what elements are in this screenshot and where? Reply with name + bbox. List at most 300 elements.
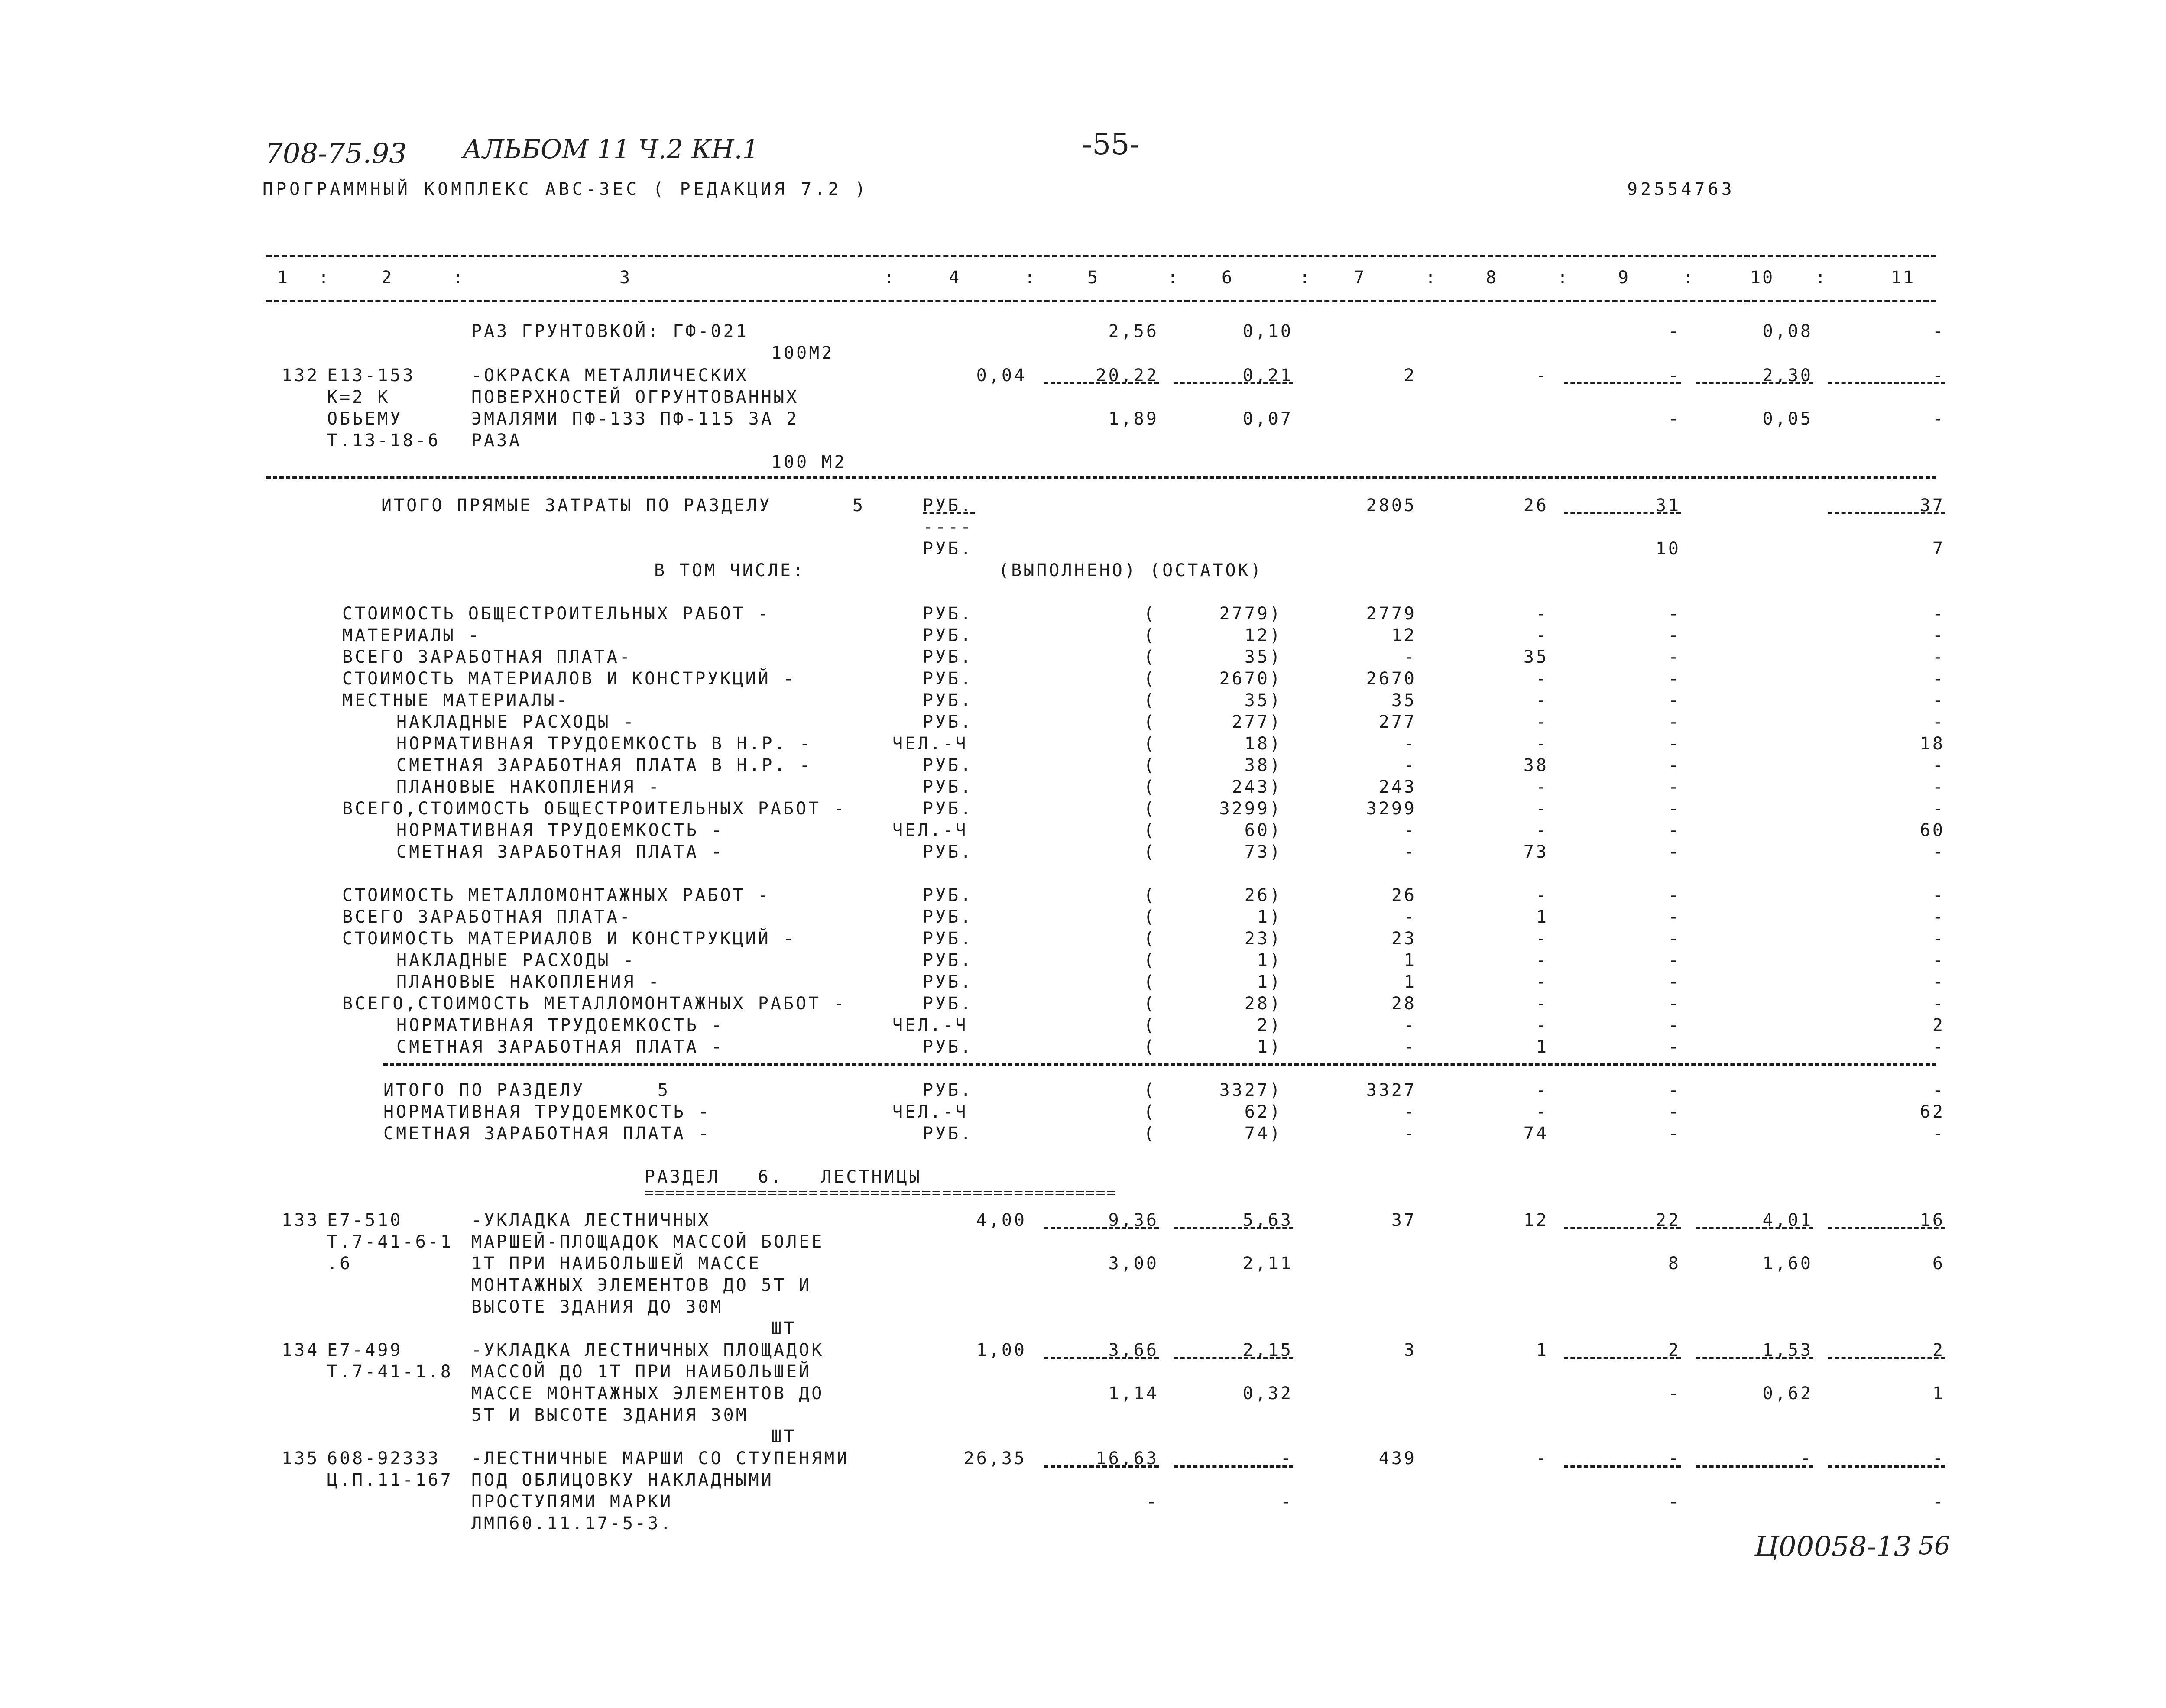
value-c8: 26 — [1523, 496, 1549, 515]
value-c11: - — [1932, 690, 1945, 710]
remaining-value: 18) — [1244, 734, 1282, 754]
work-description: 5Т И ВЫСОТЕ ЗДАНИЯ 30М — [471, 1405, 749, 1425]
cost-item-label: НОРМАТИВНАЯ ТРУДОЕМКОСТЬ - — [396, 820, 724, 840]
value-c8: - — [1536, 820, 1549, 840]
value-c11: - — [1932, 669, 1945, 689]
cost-item-label: МАТЕРИАЛЫ - — [342, 626, 481, 645]
value-c11: 7 — [1932, 539, 1945, 559]
value-c9: - — [1668, 1102, 1681, 1122]
unit: РУБ. — [923, 712, 973, 732]
open-paren: ( — [1144, 604, 1157, 624]
unit: ЧЕЛ.-Ч — [892, 1102, 968, 1122]
value-c7: 2 — [1404, 366, 1417, 386]
value-c11: - — [1932, 321, 1945, 341]
page-number: -55- — [1082, 127, 1140, 162]
value-c11: 62 — [1920, 1102, 1945, 1122]
value-c7: - — [1404, 1037, 1417, 1057]
value-c9: 8 — [1668, 1254, 1681, 1274]
value-c9: - — [1668, 994, 1681, 1014]
open-paren: ( — [1144, 755, 1157, 775]
value-c7: 23 — [1391, 929, 1417, 949]
value-c7: - — [1404, 755, 1417, 775]
work-description: 1Т ПРИ НАИБОЛЬШЕЙ МАССЕ — [471, 1254, 761, 1274]
value-c10: - — [1800, 1449, 1813, 1468]
unit: РУБ. — [923, 690, 973, 710]
cost-item-label: НОРМАТИВНАЯ ТРУДОЕМКОСТЬ В Н.Р. - — [396, 734, 812, 754]
value-c7: 1 — [1404, 950, 1417, 970]
value-c7: 3327 — [1366, 1080, 1417, 1100]
remaining-value: 2) — [1257, 1015, 1282, 1035]
value-c6: 0,07 — [1242, 409, 1293, 429]
value-c6: 2,11 — [1242, 1254, 1293, 1274]
total-label: ИТОГО ПРЯМЫЕ ЗАТРАТЫ ПО РАЗДЕЛУ — [381, 496, 772, 515]
remaining-value: 2670) — [1219, 669, 1282, 689]
section-total-label: ИТОГО ПО РАЗДЕЛУ — [383, 1080, 585, 1100]
remaining-value: 74) — [1244, 1124, 1282, 1144]
value-c10: 0,05 — [1762, 409, 1813, 429]
program-line: ПРОГРАММНЫЙ КОМПЛЕКС АВС-3ЕС ( РЕДАКЦИЯ 7.2 ) — [263, 179, 869, 199]
section-number: 5 — [658, 1080, 671, 1100]
work-description: ПОВЕРХНОСТЕЙ ОГРУНТОВАННЫХ — [471, 387, 799, 407]
value-c5: - — [1146, 1492, 1159, 1512]
work-description: ПРОСТУПЯМИ МАРКИ — [471, 1492, 673, 1512]
remaining-value: 23) — [1244, 929, 1282, 949]
value-c7: - — [1404, 820, 1417, 840]
open-paren: ( — [1144, 669, 1157, 689]
open-paren: ( — [1144, 1037, 1157, 1057]
value-c8: - — [1536, 950, 1549, 970]
value-c9: - — [1668, 950, 1681, 970]
cost-item-label: ВСЕГО ЗАРАБОТНАЯ ПЛАТА- — [342, 907, 632, 927]
price-code: Т.13-18-6 — [327, 431, 441, 450]
value-c8: - — [1536, 994, 1549, 1014]
remaining-value: 3327) — [1219, 1080, 1282, 1100]
value-c9: - — [1668, 885, 1681, 905]
value-c8: - — [1536, 626, 1549, 645]
value-c11: 60 — [1920, 820, 1945, 840]
handwritten-page-number: 56 — [1918, 1531, 1950, 1560]
value-c11: - — [1932, 777, 1945, 797]
value-c9: - — [1668, 972, 1681, 992]
work-description: МАССЕ МОНТАЖНЫХ ЭЛЕМЕНТОВ ДО — [471, 1384, 824, 1403]
value-c4: 26,35 — [963, 1449, 1027, 1468]
section-total-label: НОРМАТИВНАЯ ТРУДОЕМКОСТЬ - — [383, 1102, 711, 1122]
value-c9: - — [1668, 1384, 1681, 1403]
cost-item-label: ВСЕГО,СТОИМОСТЬ МЕТАЛЛОМОНТАЖНЫХ РАБОТ - — [342, 994, 846, 1014]
value-c9: - — [1668, 755, 1681, 775]
remaining-value: 1) — [1257, 950, 1282, 970]
remaining-value: 1) — [1257, 972, 1282, 992]
value-c11: - — [1932, 950, 1945, 970]
open-paren: ( — [1144, 1080, 1157, 1100]
unit: РУБ. — [923, 626, 973, 645]
value-c8: - — [1536, 799, 1549, 819]
value-c11: - — [1932, 1080, 1945, 1100]
value-c9: - — [1668, 1015, 1681, 1035]
unit: РУБ. — [923, 799, 973, 819]
value-c7: 439 — [1378, 1449, 1417, 1468]
item-number: 133 — [282, 1210, 320, 1230]
price-code: Е7-499 — [327, 1340, 403, 1360]
value-c6: 2,15 — [1242, 1340, 1293, 1360]
value-c11: - — [1932, 712, 1945, 732]
handwritten-album-label: АЛЬБОМ 11 Ч.2 КН.1 — [463, 134, 759, 165]
unit: РУБ. — [923, 496, 973, 515]
column-separator: : — [318, 268, 331, 288]
value-c6: 0,21 — [1242, 366, 1293, 386]
open-paren: ( — [1144, 799, 1157, 819]
value-c5: 3,00 — [1108, 1254, 1159, 1274]
value-c10: 0,62 — [1762, 1384, 1813, 1403]
value-c11: - — [1932, 885, 1945, 905]
value-c6: 0,32 — [1242, 1384, 1293, 1403]
remaining-value: 35) — [1244, 647, 1282, 667]
value-c9: 10 — [1655, 539, 1681, 559]
work-description: ПОД ОБЛИЦОВКУ НАКЛАДНЫМИ — [471, 1470, 774, 1490]
value-c10: 1,53 — [1762, 1340, 1813, 1360]
column-header-1: 1 — [277, 268, 290, 288]
unit: РУБ. — [923, 669, 973, 689]
open-paren: ( — [1144, 929, 1157, 949]
value-c6: - — [1280, 1449, 1293, 1468]
remaining-value: 73) — [1244, 842, 1282, 862]
price-code: К=2 К — [327, 387, 390, 407]
value-c6: - — [1280, 1492, 1293, 1512]
value-c8: - — [1536, 929, 1549, 949]
value-c11: 37 — [1920, 496, 1945, 515]
value-c7: 2805 — [1366, 496, 1417, 515]
value-c7: - — [1404, 1015, 1417, 1035]
price-code: Е7-510 — [327, 1210, 403, 1230]
value-c11: 1 — [1932, 1384, 1945, 1403]
unit: ЧЕЛ.-Ч — [892, 1015, 968, 1035]
value-c11: - — [1932, 799, 1945, 819]
price-code: Т.7-41-1.8 — [327, 1362, 453, 1382]
document-code: 92554763 — [1627, 179, 1735, 199]
value-c7: 3299 — [1366, 799, 1417, 819]
open-paren: ( — [1144, 712, 1157, 732]
value-c4: 1,00 — [976, 1340, 1027, 1360]
value-c7: 2779 — [1366, 604, 1417, 624]
column-separator: : — [1557, 268, 1570, 288]
item-number: 134 — [282, 1340, 320, 1360]
value-c9: - — [1668, 842, 1681, 862]
unit: РУБ. — [923, 755, 973, 775]
value-c11: - — [1932, 929, 1945, 949]
value-c9: - — [1668, 690, 1681, 710]
value-c8: - — [1536, 1449, 1549, 1468]
price-code: .6 — [327, 1254, 353, 1274]
price-code: 608-92333 — [327, 1449, 441, 1468]
value-c9: - — [1668, 799, 1681, 819]
value-c11: 2 — [1932, 1340, 1945, 1360]
work-description: ЛМП60.11.17-5-3. — [471, 1514, 673, 1533]
unit: ЧЕЛ.-Ч — [892, 820, 968, 840]
value-c11: - — [1932, 972, 1945, 992]
value-c10: 4,01 — [1762, 1210, 1813, 1230]
value-c11: - — [1932, 647, 1945, 667]
column-separator: : — [884, 268, 896, 288]
unit: РУБ. — [923, 1080, 973, 1100]
unit: РУБ. — [923, 539, 973, 559]
value-c9: - — [1668, 1492, 1681, 1512]
open-paren: ( — [1144, 690, 1157, 710]
value-c9: - — [1668, 820, 1681, 840]
work-description: ЭМАЛЯМИ ПФ-133 ПФ-115 ЗА 2 — [471, 409, 799, 429]
value-c9: 22 — [1655, 1210, 1681, 1230]
value-c11: - — [1932, 626, 1945, 645]
remaining-value: 277) — [1232, 712, 1282, 732]
value-c9: 31 — [1655, 496, 1681, 515]
value-c9: - — [1668, 1080, 1681, 1100]
value-c11: 6 — [1932, 1254, 1945, 1274]
value-c4: 4,00 — [976, 1210, 1027, 1230]
work-description: МАССОЙ ДО 1Т ПРИ НАИБОЛЬШЕЙ — [471, 1362, 812, 1382]
cost-item-label: ПЛАНОВЫЕ НАКОПЛЕНИЯ - — [396, 972, 661, 992]
unit: РУБ. — [923, 907, 973, 927]
open-paren: ( — [1144, 907, 1157, 927]
value-c8: - — [1536, 1015, 1549, 1035]
value-c9: - — [1668, 604, 1681, 624]
price-code: Ц.П.11-167 — [327, 1470, 453, 1490]
value-c9: - — [1668, 777, 1681, 797]
section-title: РАЗДЕЛ 6. ЛЕСТНИЦЫ — [645, 1167, 922, 1187]
column-separator: : — [1683, 268, 1696, 288]
value-c9: - — [1668, 734, 1681, 754]
unit: РУБ. — [923, 972, 973, 992]
column-header-10: 10 — [1750, 268, 1775, 288]
value-c9: - — [1668, 409, 1681, 429]
work-description: -ЛЕСТНИЧНЫЕ МАРШИ СО СТУПЕНЯМИ — [471, 1449, 850, 1468]
value-c7: - — [1404, 1102, 1417, 1122]
unit-of-measure: ШТ — [771, 1319, 797, 1339]
open-paren: ( — [1144, 994, 1157, 1014]
remaining-value: 60) — [1244, 820, 1282, 840]
value-c11: 2 — [1932, 1015, 1945, 1035]
value-c11: - — [1932, 842, 1945, 862]
value-c8: 1 — [1536, 1037, 1549, 1057]
value-c11: - — [1932, 366, 1945, 386]
cost-item-label: МЕСТНЫЕ МАТЕРИАЛЫ- — [342, 690, 569, 710]
cost-item-label: СТОИМОСТЬ МЕТАЛЛОМОНТАЖНЫХ РАБОТ - — [342, 885, 771, 905]
value-c9: - — [1668, 907, 1681, 927]
value-c11: - — [1932, 409, 1945, 429]
handwritten-archive-code: Ц00058-13 — [1754, 1531, 1912, 1563]
value-c10: 0,08 — [1762, 321, 1813, 341]
cost-item-label: СМЕТНАЯ ЗАРАБОТНАЯ ПЛАТА - — [396, 842, 724, 862]
column-separator: : — [1425, 268, 1438, 288]
value-c8: - — [1536, 777, 1549, 797]
value-c8: 73 — [1523, 842, 1549, 862]
value-c8: 35 — [1523, 647, 1549, 667]
open-paren: ( — [1144, 972, 1157, 992]
value-c9: - — [1668, 929, 1681, 949]
value-c7: 277 — [1378, 712, 1417, 732]
column-separator: : — [1300, 268, 1312, 288]
value-c7: 28 — [1391, 994, 1417, 1014]
price-code: ОБЬЕМУ — [327, 409, 403, 429]
unit-of-measure: 100 М2 — [771, 452, 847, 472]
value-c7: 1 — [1404, 972, 1417, 992]
open-paren: ( — [1144, 1015, 1157, 1035]
section-total-label: СМЕТНАЯ ЗАРАБОТНАЯ ПЛАТА - — [383, 1124, 711, 1144]
value-c8: 12 — [1523, 1210, 1549, 1230]
value-c5: 9,36 — [1108, 1210, 1159, 1230]
cost-item-label: ВСЕГО ЗАРАБОТНАЯ ПЛАТА- — [342, 647, 632, 667]
header-bottom-rule — [266, 300, 1936, 302]
value-c8: - — [1536, 885, 1549, 905]
value-c8: - — [1536, 604, 1549, 624]
value-c5: 1,89 — [1108, 409, 1159, 429]
remaining-value: 243) — [1232, 777, 1282, 797]
column-header-2: 2 — [381, 268, 394, 288]
unit: РУБ. — [923, 1124, 973, 1144]
handwritten-document-number: 708-75.93 — [265, 138, 407, 170]
column-header-9: 9 — [1618, 268, 1631, 288]
value-c8: - — [1536, 1080, 1549, 1100]
section6-underline: ============================================== — [645, 1184, 1116, 1202]
value-c8: - — [1536, 690, 1549, 710]
value-c6: 5,63 — [1242, 1210, 1293, 1230]
open-paren: ( — [1144, 626, 1157, 645]
value-c11: - — [1932, 1449, 1945, 1468]
unit: РУБ. — [923, 885, 973, 905]
work-description: -УКЛАДКА ЛЕСТНИЧНЫХ — [471, 1210, 711, 1230]
value-c11: - — [1932, 907, 1945, 927]
value-c9: - — [1668, 626, 1681, 645]
cost-item-label: СТОИМОСТЬ МАТЕРИАЛОВ И КОНСТРУКЦИЙ - — [342, 669, 796, 689]
column-separator: : — [1167, 268, 1180, 288]
column-header-3: 3 — [619, 268, 632, 288]
value-c11: - — [1932, 1124, 1945, 1144]
value-c8: 38 — [1523, 755, 1549, 775]
column-header-6: 6 — [1222, 268, 1234, 288]
unit: РУБ. — [923, 777, 973, 797]
remaining-value: 1) — [1257, 907, 1282, 927]
value-c9: - — [1668, 1037, 1681, 1057]
value-c11: 18 — [1920, 734, 1945, 754]
value-c7: - — [1404, 647, 1417, 667]
value-c9: - — [1668, 712, 1681, 732]
value-c6: 0,10 — [1242, 321, 1293, 341]
open-paren: ( — [1144, 885, 1157, 905]
column-header-8: 8 — [1486, 268, 1498, 288]
cost-item-label: СТОИМОСТЬ ОБЩЕСТРОИТЕЛЬНЫХ РАБОТ - — [342, 604, 771, 624]
value-c7: - — [1404, 1124, 1417, 1144]
value-c7: 2670 — [1366, 669, 1417, 689]
value-c8: - — [1536, 734, 1549, 754]
value-c9: - — [1668, 1124, 1681, 1144]
value-c11: - — [1932, 1037, 1945, 1057]
remaining-value: 2779) — [1219, 604, 1282, 624]
header-top-rule — [266, 255, 1936, 257]
unit: РУБ. — [923, 647, 973, 667]
column-header-7: 7 — [1354, 268, 1366, 288]
unit: РУБ. — [923, 842, 973, 862]
unit: РУБ. — [923, 929, 973, 949]
price-code: Т.7-41-6-1 — [327, 1232, 453, 1252]
open-paren: ( — [1144, 820, 1157, 840]
unit: РУБ. — [923, 994, 973, 1014]
remaining-value: 28) — [1244, 994, 1282, 1014]
open-paren: ( — [1144, 777, 1157, 797]
unit-of-measure: ШТ — [771, 1427, 797, 1447]
open-paren: ( — [1144, 950, 1157, 970]
value-c8: - — [1536, 1102, 1549, 1122]
cost-item-label: ПЛАНОВЫЕ НАКОПЛЕНИЯ - — [396, 777, 661, 797]
remaining-value: 1) — [1257, 1037, 1282, 1057]
cost-item-label: НОРМАТИВНАЯ ТРУДОЕМКОСТЬ - — [396, 1015, 724, 1035]
value-c5: 3,66 — [1108, 1340, 1159, 1360]
cost-item-label: НАКЛАДНЫЕ РАСХОДЫ - — [396, 712, 636, 732]
value-c8: 74 — [1523, 1124, 1549, 1144]
value-c8: - — [1536, 669, 1549, 689]
value-c8: - — [1536, 972, 1549, 992]
value-c8: - — [1536, 712, 1549, 732]
value-c7: - — [1404, 907, 1417, 927]
unit: РУБ. — [923, 1037, 973, 1057]
value-c11: - — [1932, 604, 1945, 624]
cost-item-label: ВСЕГО,СТОИМОСТЬ ОБЩЕСТРОИТЕЛЬНЫХ РАБОТ - — [342, 799, 846, 819]
value-c7: 35 — [1391, 690, 1417, 710]
column-separator: : — [1025, 268, 1037, 288]
value-c5: 2,56 — [1108, 321, 1159, 341]
value-c7: 26 — [1391, 885, 1417, 905]
section-rule — [383, 1063, 1936, 1066]
work-description: ВЫСОТЕ ЗДАНИЯ ДО 30М — [471, 1297, 723, 1317]
column-header-11: 11 — [1891, 268, 1916, 288]
value-c10: 1,60 — [1762, 1254, 1813, 1274]
value-c5: 20,22 — [1096, 366, 1159, 386]
unit: РУБ. — [923, 604, 973, 624]
open-paren: ( — [1144, 1124, 1157, 1144]
unit-of-measure: 100М2 — [771, 343, 834, 363]
work-description: МАРШЕЙ-ПЛОЩАДОК МАССОЙ БОЛЕЕ — [471, 1232, 824, 1252]
column-separator: : — [1815, 268, 1828, 288]
open-paren: ( — [1144, 647, 1157, 667]
unit: ---- — [923, 517, 973, 537]
remaining-value: 62) — [1244, 1102, 1282, 1122]
remaining-value: 35) — [1244, 690, 1282, 710]
cost-item-label: СТОИМОСТЬ МАТЕРИАЛОВ И КОНСТРУКЦИЙ - — [342, 929, 796, 949]
remaining-value: 26) — [1244, 885, 1282, 905]
open-paren: ( — [1144, 1102, 1157, 1122]
item-number: 135 — [282, 1449, 320, 1468]
remaining-value: 38) — [1244, 755, 1282, 775]
work-description: РАЗ ГРУНТОВКОЙ: ГФ-021 — [471, 321, 749, 341]
value-c9: - — [1668, 647, 1681, 667]
value-c8: 1 — [1536, 907, 1549, 927]
value-c9: - — [1668, 1449, 1681, 1468]
open-paren: ( — [1144, 842, 1157, 862]
value-c9: - — [1668, 321, 1681, 341]
unit: РУБ. — [923, 950, 973, 970]
section-number: 5 — [853, 496, 866, 515]
column-separator: : — [453, 268, 465, 288]
remaining-value: 3299) — [1219, 799, 1282, 819]
value-c11: - — [1932, 1492, 1945, 1512]
cost-item-label: СМЕТНАЯ ЗАРАБОТНАЯ ПЛАТА В Н.Р. - — [396, 755, 812, 775]
value-c10: 2,30 — [1762, 366, 1813, 386]
value-c7: 3 — [1404, 1340, 1417, 1360]
remaining-value: 12) — [1244, 626, 1282, 645]
work-description: -ОКРАСКА МЕТАЛЛИЧЕСКИХ — [471, 366, 749, 386]
price-code: Е13-153 — [327, 366, 415, 386]
value-c8: - — [1536, 366, 1549, 386]
value-c7: - — [1404, 734, 1417, 754]
work-description: -УКЛАДКА ЛЕСТНИЧНЫХ ПЛОЩАДОК — [471, 1340, 824, 1360]
value-c7: 37 — [1391, 1210, 1417, 1230]
